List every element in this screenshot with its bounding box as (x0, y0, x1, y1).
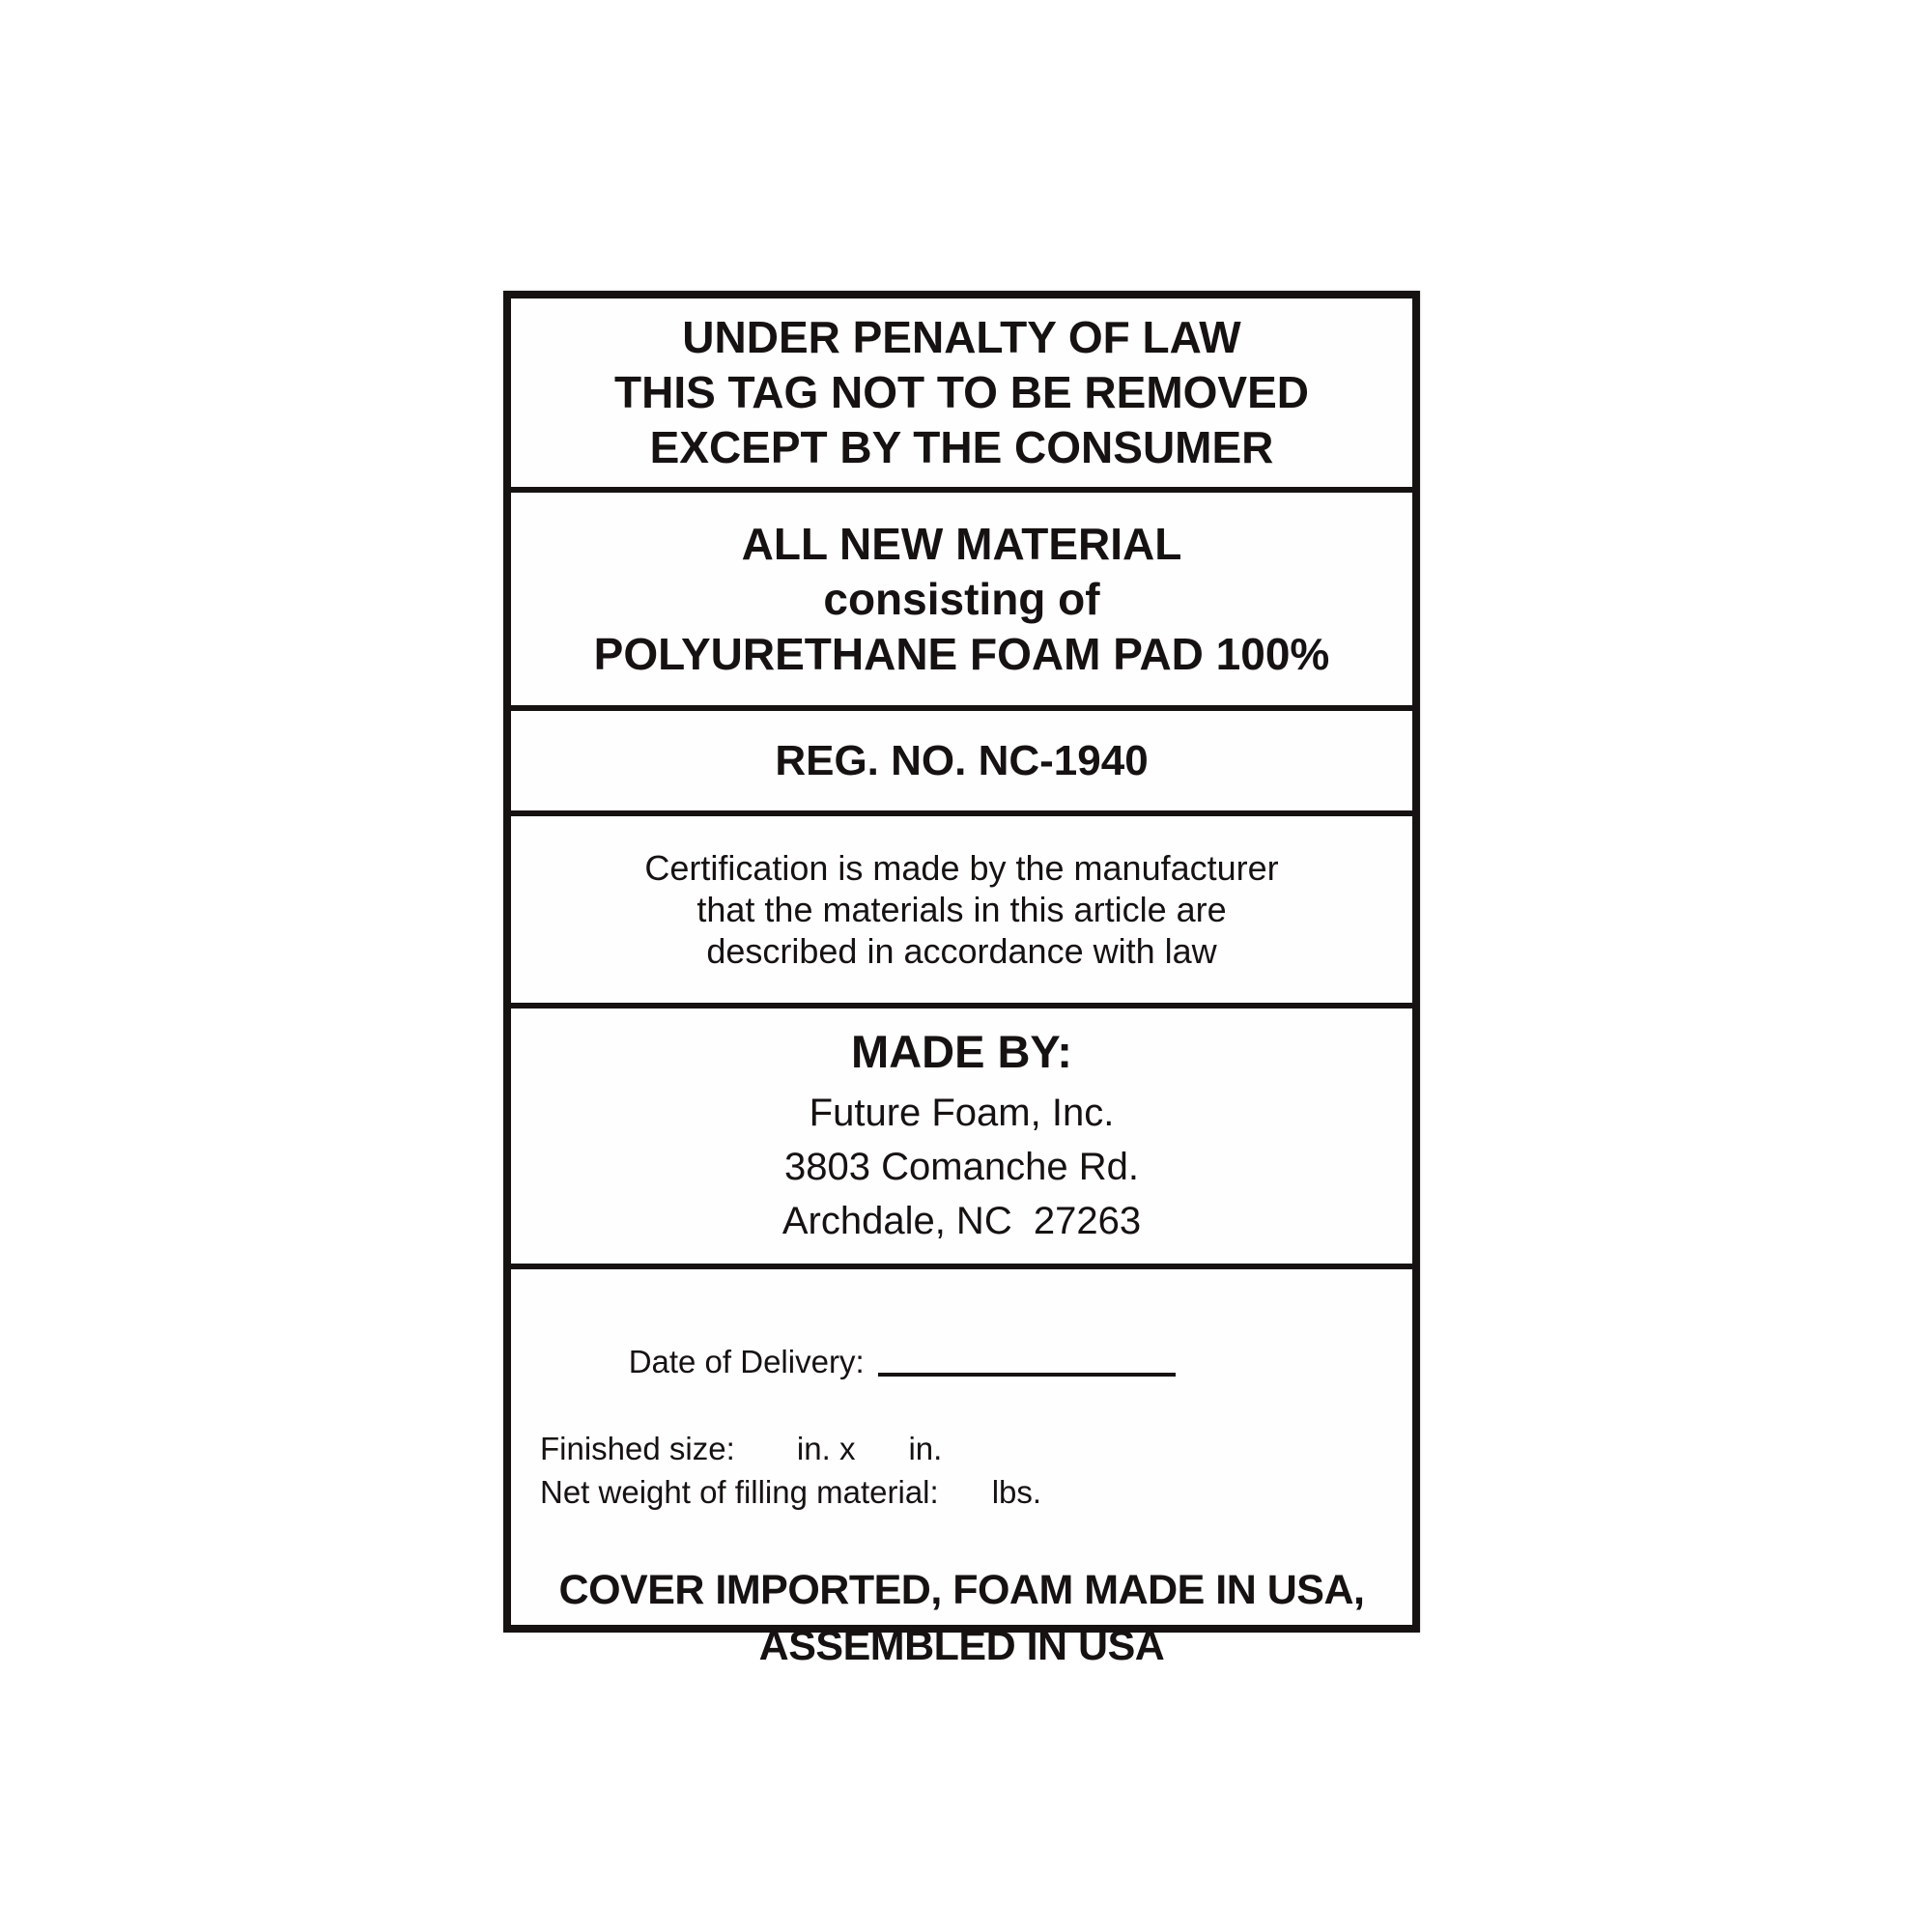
section-material-contents (511, 493, 1412, 711)
certification-line-1: Certification is made by the manufacturer (644, 848, 1279, 888)
material-line-2: consisting of (823, 573, 1100, 624)
finished-size-line: Finished size: in. x in. (540, 1431, 943, 1466)
section-registration-number (511, 711, 1412, 816)
net-weight-line: Net weight of filling material: lbs. (540, 1474, 1042, 1510)
certification-line-3: described in accordance with law (706, 931, 1217, 971)
material-line-1: ALL NEW MATERIAL (741, 518, 1182, 569)
section-penalty-notice (511, 298, 1412, 493)
manufacturer-street: 3803 Comanche Rd. (784, 1146, 1139, 1188)
origin-line-2: ASSEMBLED IN USA (758, 1623, 1165, 1669)
material-line-3: POLYURETHANE FOAM PAD 100% (593, 628, 1330, 679)
section-fill-details (511, 1269, 1412, 1674)
section-certification-statement (511, 816, 1412, 1009)
certification-line-2: that the materials in this article are (696, 890, 1227, 929)
date-blank-fill-line (878, 1344, 1176, 1377)
date-of-delivery-line (540, 1296, 1412, 1427)
date-of-delivery-label: Date of Delivery: (628, 1344, 865, 1379)
penalty-line-2: THIS TAG NOT TO BE REMOVED (614, 367, 1309, 417)
manufacturer-name: Future Foam, Inc. (809, 1092, 1115, 1134)
section-manufacturer (511, 1009, 1412, 1269)
made-by-heading: MADE BY: (851, 1026, 1072, 1077)
fill-detail-lines (511, 1296, 1412, 1514)
law-label-tag (503, 291, 1420, 1669)
penalty-line-3: EXCEPT BY THE CONSUMER (649, 422, 1274, 472)
penalty-line-1: UNDER PENALTY OF LAW (682, 312, 1241, 362)
manufacturer-city-state-zip: Archdale, NC 27263 (781, 1200, 1142, 1242)
registration-number: REG. NO. NC-1940 (775, 736, 1149, 784)
origin-statement (511, 1562, 1412, 1674)
origin-line-1: COVER IMPORTED, FOAM MADE IN USA, (558, 1567, 1365, 1613)
